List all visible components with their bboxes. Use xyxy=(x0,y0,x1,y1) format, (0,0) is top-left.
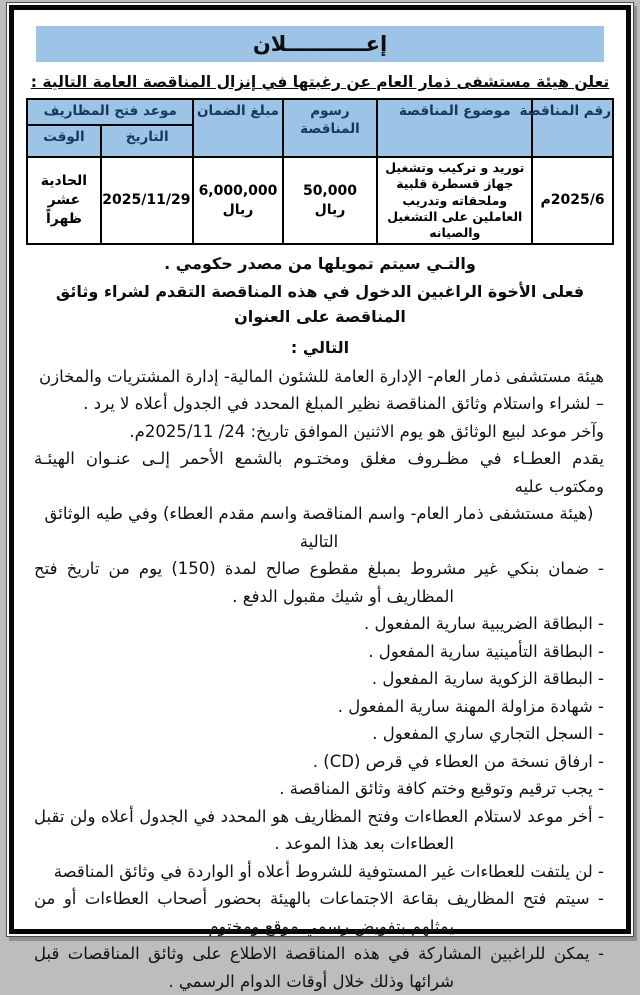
document-content xyxy=(14,10,626,995)
tender-table xyxy=(26,98,614,245)
fees-currency: ريال xyxy=(314,201,346,218)
invitation-line2: التالي : xyxy=(290,337,350,357)
col-header-tender-number: رقم المناقصة xyxy=(532,99,613,157)
tender-table-header xyxy=(27,99,613,157)
paragraph-sale-deadline: وآخر موعد لبيع الوثائق هو يوم الاثنين الموافق تاريخ: 24/ 2025/11م. xyxy=(129,421,604,441)
list-item-numbering-stamping: - يجب ترقيم وتوقيع وختم كافة وثائق المناقصة . xyxy=(279,779,604,799)
invitation-line1: فعلى الأخوة الراغبين الدخول في هذه المناقصة التقدم لشراء وثائق المناقصة على العنوان xyxy=(55,282,585,327)
list-item-zakat-card: - البطاقة الزكوية سارية المفعول . xyxy=(371,669,604,689)
requirements-list xyxy=(34,555,604,995)
fees-amount: 50,000 xyxy=(302,182,357,199)
banner-title: إعـــــــــــلان xyxy=(252,32,388,56)
list-item-insurance-card: - البطاقة التأمينية سارية المفعول . xyxy=(368,641,604,661)
cell-subject: توريد و تركيب وتشغيل جهاز قسطرة قلبية وملحقاته وتدريب العاملين على التشغيل والصيانه xyxy=(377,157,532,244)
cell-opening-time: الحادية عشر ظهراً xyxy=(27,157,101,244)
table-row xyxy=(27,157,613,244)
cell-tender-number: 2025/6م xyxy=(532,157,613,244)
list-item-commercial-register: - السجل التجاري ساري المفعول . xyxy=(372,724,604,744)
list-item-opening-session: - سيتم فتح المظاريف بقاعة الاجتماعات بالهيئة بحضور أصحاب العطاءات أو من يمثلهم بتفويض رسمي موقع ومختوم . xyxy=(34,889,604,936)
paragraph-address-line1: هيئة مستشفى ذمار العام- الإدارة العامة للشئون المالية- إدارة المشتريات والمخازن xyxy=(38,366,604,386)
col-header-fees: رسوم المناقصة xyxy=(283,99,378,157)
list-item-tax-card: - البطاقة الضريبية سارية المفعول . xyxy=(364,614,604,634)
list-item-submission-deadline: - أخر موعد لاستلام العطاءات وفتح المظاريف هو المحدد في الجدول أعلاه ولن تقبل العطاءات بعد هذا الموعد . xyxy=(34,806,604,854)
body-text xyxy=(24,361,616,995)
paragraph-submission-line1: يقدم العطـاء في مظـروف مغلق ومختـوم بالشمع الأحمر إلـى عنـوان الهيئـة ومكتوب عليه xyxy=(34,449,604,496)
paragraph-address-line2: – لشراء واستلام وثائق المناقصة نظير المبلغ المحدد في الجدول أعلاه لا يرد . xyxy=(83,394,604,414)
announcement-banner xyxy=(36,26,604,62)
col-header-time: الوقت xyxy=(27,125,101,157)
list-item-bank-guarantee: - ضمان بنكي غير مشروط بمبلغ مقطوع صالح لمدة (150) يوم من تاريخ فتح المظاريف أو شيك مقبول الدفع . xyxy=(34,559,605,606)
list-item-noncompliant-bids: - لن يلتفت للعطاءات غير المستوفية للشروط أعلاه أو الواردة في وثائق المناقصة xyxy=(53,861,604,881)
list-item-document-review: - يمكن للراغبين المشاركة في هذه المناقصة الاطلاع على وثائق المناقصات قبل شرائها وذلك خلال أوقات الدوام الرسمي . xyxy=(34,944,604,991)
col-header-date: التاريخ xyxy=(101,125,194,157)
document-page xyxy=(9,5,631,991)
tender-intro-title: تعلن هيئة مستشفى ذمار العام عن رغبتها في إنزال المناقصة العامة التالية : xyxy=(30,73,610,91)
col-header-subject: موضوع المناقصة xyxy=(377,99,532,157)
cell-guarantee xyxy=(193,157,282,244)
cell-opening-date: 2025/11/29 xyxy=(101,157,194,244)
guarantee-currency: ريال xyxy=(222,201,254,218)
paragraph-submission-line2: (هيئة مستشفى ذمار العام- واسم المناقصة واسم مقدم العطاء) وفي طيه الوثائق التالية xyxy=(44,504,594,551)
guarantee-amount: 6,000,000 xyxy=(198,182,278,199)
list-item-practice-certificate: - شهادة مزاولة المهنة سارية المفعول . xyxy=(337,696,604,716)
cell-fees xyxy=(283,157,378,244)
list-item-cd-copy: - ارفاق نسخة من العطاء في قرص (CD) . xyxy=(312,751,604,771)
col-header-opening: موعد فتح المظاريف xyxy=(27,99,193,125)
funding-note: والتـي سيتم تمويلها من مصدر حكومي . xyxy=(164,254,476,274)
col-header-guarantee: مبلغ الضمان xyxy=(193,99,282,157)
